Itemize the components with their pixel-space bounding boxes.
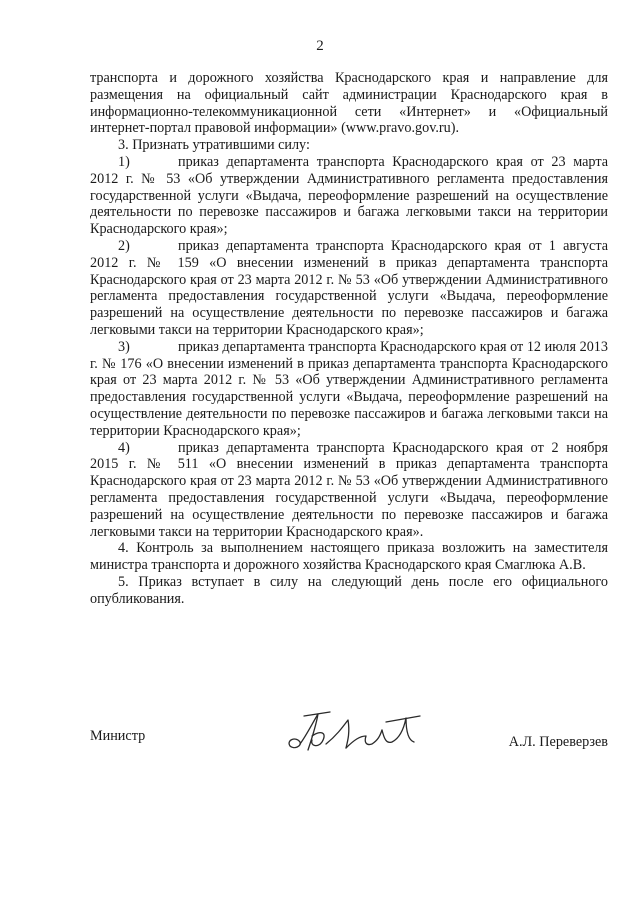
item-text: приказ департамента транспорта Краснодарского края от 23 марта 2012 г. № 53 «Об утверждении Административного регламента предоставления государственной услуги «Выдача, переоформление разрешений на осуществление деятельности по перевозке пассажиров и багажа легковыми такси на территории Краснодарского края»; bbox=[90, 153, 608, 238]
handwritten-signature bbox=[282, 706, 422, 756]
item-number: 1) bbox=[118, 153, 130, 170]
signatory-title: Министр bbox=[90, 728, 146, 744]
paragraph-4: 4. Контроль за выполнением настоящего приказа возложить на заместителя министра транспорта и дорожного хозяйства Краснодарского края Смаглюка А.В. bbox=[90, 540, 608, 574]
item-text: приказ департамента транспорта Краснодарского края от 1 августа 2012 г. № 159 «О внесении изменений в приказ департамента транспорта Краснодарского края от 23 марта 2012 г. № 53 «Об утверждении Административного регламента предоставления государственной услуги «Выдача, переоформление разрешений на осуществление деятельности по перевозке пассажиров и багажа легковыми такси на территории Краснодарского края»; bbox=[90, 237, 608, 338]
list-item bbox=[90, 339, 608, 440]
list-item bbox=[90, 440, 608, 541]
intro-paragraph: транспорта и дорожного хозяйства Краснодарского края и направление для размещения на официальный сайт администрации Краснодарского края в информационно-телекоммуникационной сети «Интернет» и «Официальный интернет-портал правовой информации» (www.pravo.gov.ru). bbox=[90, 70, 608, 137]
signatory-name: А.Л. Переверзев bbox=[508, 734, 608, 750]
item-number: 4) bbox=[118, 439, 130, 456]
paragraph-5: 5. Приказ вступает в силу на следующий день после его официального опубликования. bbox=[90, 573, 608, 607]
item-number: 3) bbox=[118, 338, 130, 355]
item-text: приказ департамента транспорта Краснодарского края от 12 июля 2013 г. № 176 «О внесении изменений в приказ департамента транспорта Краснодарского края от 23 марта 2012 г. № 53 «Об утверждении Административного регламента предоставления государственной услуги «Выдача, переоформление разрешений на осуществление деятельности по перевозке пассажиров и багажа легковыми такси на территории Краснодарского края»; bbox=[90, 338, 608, 439]
list-item bbox=[90, 154, 608, 238]
item-text: приказ департамента транспорта Краснодарского края от 2 ноября 2015 г. № 511 «О внесении изменений в приказ департамента транспорта Краснодарского края от 23 марта 2012 г. № 53 «Об утверждении Административного регламента предоставления государственной услуги «Выдача, переоформление разрешений на осуществление деятельности по перевозке пассажиров и багажа легковыми такси на территории Краснодарского края». bbox=[90, 439, 608, 540]
document-body bbox=[90, 70, 608, 608]
page-number: 2 bbox=[316, 38, 324, 54]
section-3-heading: 3. Признать утратившими силу: bbox=[118, 137, 310, 154]
signature-block bbox=[90, 728, 608, 768]
item-number: 2) bbox=[118, 237, 130, 254]
list-item bbox=[90, 238, 608, 339]
